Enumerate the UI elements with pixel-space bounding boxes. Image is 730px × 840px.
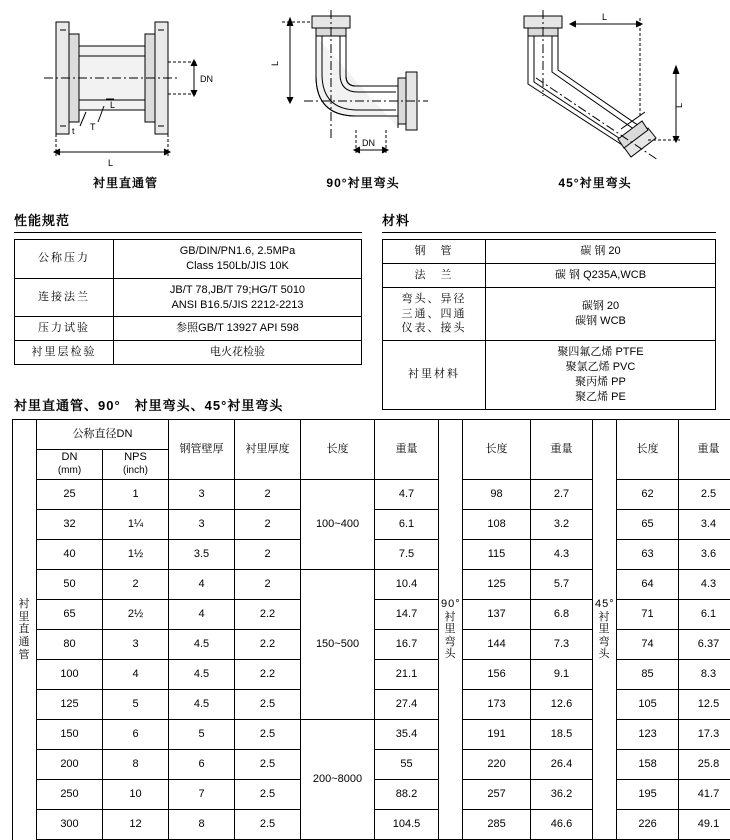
cell-t: 4.5 <box>169 690 235 720</box>
figure-caption-3: 45°衬里弯头 <box>490 174 700 191</box>
elbow90-drawing <box>268 0 458 170</box>
cell-weight-straight: 14.7 <box>375 600 439 630</box>
straight-pipe-drawing <box>18 0 233 170</box>
cell-weight-straight: 55 <box>375 750 439 780</box>
dim-label-dn2: DN <box>362 138 375 148</box>
cell-length-90: 191 <box>463 720 531 750</box>
cell-length-45: 195 <box>617 780 679 810</box>
cell-length-45: 63 <box>617 540 679 570</box>
material-value-2: 碳钢 20 碳钢 WCB <box>486 287 716 341</box>
cell-t: 3.5 <box>169 540 235 570</box>
cell-weight-45: 6.37 <box>679 630 730 660</box>
cell-T: 2.2 <box>235 600 301 630</box>
cell-length-90: 173 <box>463 690 531 720</box>
table-row <box>15 317 362 341</box>
cell-weight-90: 9.1 <box>531 660 593 690</box>
figure-straight-pipe <box>18 0 233 191</box>
cell-T: 2.5 <box>235 720 301 750</box>
cell-length-45: 64 <box>617 570 679 600</box>
dimensions-table <box>12 419 730 840</box>
table-row <box>13 720 730 750</box>
cell-t: 3 <box>169 480 235 510</box>
cell-weight-90: 2.7 <box>531 480 593 510</box>
header-lining-thickness: 衬里厚度 <box>235 420 301 480</box>
cell-weight-90: 5.7 <box>531 570 593 600</box>
figure-caption-1: 衬里直通管 <box>18 174 233 191</box>
figure-elbow-45 <box>490 0 700 191</box>
table-row <box>15 240 362 279</box>
cell-nps: 1¼ <box>103 510 169 540</box>
spec-label-1: 连接法兰 <box>15 278 114 317</box>
cell-t: 5 <box>169 720 235 750</box>
table-row <box>15 341 362 365</box>
cell-length-90: 144 <box>463 630 531 660</box>
cell-weight-90: 26.4 <box>531 750 593 780</box>
cell-nps: 2½ <box>103 600 169 630</box>
cell-weight-45: 12.5 <box>679 690 730 720</box>
cell-T: 2.5 <box>235 780 301 810</box>
cell-weight-90: 4.3 <box>531 540 593 570</box>
main-table-title: 衬里直通管、90° 衬里弯头、45°衬里弯头 <box>14 395 730 414</box>
cell-weight-straight: 27.4 <box>375 690 439 720</box>
cell-weight-straight: 7.5 <box>375 540 439 570</box>
cell-nps: 4 <box>103 660 169 690</box>
cell-t: 4 <box>169 600 235 630</box>
cell-dn: 250 <box>37 780 103 810</box>
dim-label-l-right: L <box>674 103 684 108</box>
cell-dn: 100 <box>37 660 103 690</box>
cell-T: 2 <box>235 570 301 600</box>
dim-label-l: L <box>108 158 113 168</box>
header-nps: NPS (inch) <box>103 450 169 480</box>
material-value-0: 碳 钢 20 <box>486 240 716 264</box>
material-block <box>382 210 716 410</box>
cell-dn: 65 <box>37 600 103 630</box>
cell-weight-90: 36.2 <box>531 780 593 810</box>
cell-nps: 12 <box>103 810 169 840</box>
row-group-label-elbow45: 45° 衬 里 弯 头 <box>593 420 617 840</box>
spec-value-0: GB/DIN/PN1.6, 2.5MPa Class 150Lb/JIS 10K <box>114 240 362 279</box>
header-length-straight: 长度 <box>301 420 375 480</box>
cell-length-45: 71 <box>617 600 679 630</box>
cell-length-90: 257 <box>463 780 531 810</box>
spec-title: 性能规范 <box>14 210 362 229</box>
row-group-label-straight: 衬 里 直 通 管 <box>13 420 37 840</box>
cell-length-90: 220 <box>463 750 531 780</box>
spec-label-3: 衬里层检验 <box>15 341 114 365</box>
cell-dn: 32 <box>37 510 103 540</box>
table-row <box>15 278 362 317</box>
cell-weight-45: 6.1 <box>679 600 730 630</box>
header-length-45: 长度 <box>617 420 679 480</box>
dim-label-l-vert: L <box>270 61 280 66</box>
cell-length-45: 62 <box>617 480 679 510</box>
spec-value-1: JB/T 78,JB/T 79;HG/T 5010 ANSI B16.5/JIS 2212-2213 <box>114 278 362 317</box>
cell-dn: 300 <box>37 810 103 840</box>
cell-t: 8 <box>169 810 235 840</box>
cell-T: 2 <box>235 510 301 540</box>
cell-length-90: 98 <box>463 480 531 510</box>
cell-T: 2.2 <box>235 660 301 690</box>
material-value-3: 聚四氟乙烯 PTFE 聚氯乙烯 PVC 聚丙烯 PP 聚乙烯 PE <box>486 341 716 409</box>
cell-length-straight: 150~500 <box>301 570 375 720</box>
cell-nps: 2 <box>103 570 169 600</box>
cell-weight-straight: 35.4 <box>375 720 439 750</box>
cell-length-45: 65 <box>617 510 679 540</box>
dim-label-L2: L <box>110 100 115 110</box>
cell-weight-45: 17.3 <box>679 720 730 750</box>
cell-t: 3 <box>169 510 235 540</box>
cell-t: 7 <box>169 780 235 810</box>
cell-T: 2.5 <box>235 750 301 780</box>
header-length-90: 长度 <box>463 420 531 480</box>
cell-nps: 1½ <box>103 540 169 570</box>
header-pipe-wall: 钢管壁厚 <box>169 420 235 480</box>
cell-length-90: 108 <box>463 510 531 540</box>
cell-weight-45: 8.3 <box>679 660 730 690</box>
cell-weight-straight: 88.2 <box>375 780 439 810</box>
header-weight-45: 重量 <box>679 420 730 480</box>
cell-t: 4.5 <box>169 630 235 660</box>
spec-block <box>14 210 362 365</box>
spec-table <box>14 239 362 365</box>
row-group-label-elbow90: 90° 衬 里 弯 头 <box>439 420 463 840</box>
spec-label-2: 压力试验 <box>15 317 114 341</box>
cell-weight-90: 6.8 <box>531 600 593 630</box>
cell-nps: 1 <box>103 480 169 510</box>
cell-length-90: 156 <box>463 660 531 690</box>
header-weight-90: 重量 <box>531 420 593 480</box>
cell-length-45: 105 <box>617 690 679 720</box>
cell-nps: 10 <box>103 780 169 810</box>
header-dn-group: 公称直径DN <box>37 420 169 450</box>
material-label-3: 衬里材料 <box>383 341 486 409</box>
material-rule <box>382 232 716 233</box>
cell-nps: 6 <box>103 720 169 750</box>
cell-weight-straight: 16.7 <box>375 630 439 660</box>
cell-dn: 80 <box>37 630 103 660</box>
elbow45-drawing <box>490 0 700 170</box>
cell-length-45: 74 <box>617 630 679 660</box>
cell-t: 4 <box>169 570 235 600</box>
spec-value-3: 电火花检验 <box>114 341 362 365</box>
cell-weight-45: 41.7 <box>679 780 730 810</box>
cell-nps: 5 <box>103 690 169 720</box>
cell-dn: 125 <box>37 690 103 720</box>
cell-weight-45: 25.8 <box>679 750 730 780</box>
cell-dn: 40 <box>37 540 103 570</box>
cell-T: 2.2 <box>235 630 301 660</box>
cell-dn: 200 <box>37 750 103 780</box>
table-row <box>383 287 716 341</box>
cell-T: 2 <box>235 540 301 570</box>
figure-caption-2: 90°衬里弯头 <box>268 174 458 191</box>
cell-length-90: 137 <box>463 600 531 630</box>
cell-nps: 8 <box>103 750 169 780</box>
table-row <box>13 570 730 600</box>
spec-material-row <box>0 210 730 385</box>
header-dn-mm: DN (mm) <box>37 450 103 480</box>
spec-value-2: 参照GB/T 13927 API 598 <box>114 317 362 341</box>
cell-weight-straight: 21.1 <box>375 660 439 690</box>
cell-T: 2.5 <box>235 690 301 720</box>
material-value-1: 碳 钢 Q235A,WCB <box>486 263 716 287</box>
material-label-2: 弯头、异径 三通、四通 仪表、接头 <box>383 287 486 341</box>
dim-label-t: t <box>72 126 75 136</box>
spec-rule <box>14 232 362 233</box>
cell-T: 2 <box>235 480 301 510</box>
cell-length-90: 285 <box>463 810 531 840</box>
dim-label-l-top: L <box>602 12 607 22</box>
table-row <box>383 341 716 409</box>
cell-length-90: 115 <box>463 540 531 570</box>
cell-weight-45: 3.6 <box>679 540 730 570</box>
cell-weight-straight: 6.1 <box>375 510 439 540</box>
material-label-0: 钢 管 <box>383 240 486 264</box>
cell-t: 4.5 <box>169 660 235 690</box>
dim-label-dn: DN <box>200 74 213 84</box>
cell-weight-45: 2.5 <box>679 480 730 510</box>
cell-weight-90: 3.2 <box>531 510 593 540</box>
cell-length-90: 125 <box>463 570 531 600</box>
cell-weight-45: 4.3 <box>679 570 730 600</box>
cell-t: 6 <box>169 750 235 780</box>
cell-dn: 50 <box>37 570 103 600</box>
spec-label-0: 公称压力 <box>15 240 114 279</box>
cell-nps: 3 <box>103 630 169 660</box>
cell-length-45: 226 <box>617 810 679 840</box>
cell-weight-90: 7.3 <box>531 630 593 660</box>
header-weight-straight: 重量 <box>375 420 439 480</box>
table-row <box>383 263 716 287</box>
dim-label-T: T <box>90 122 96 132</box>
cell-weight-straight: 104.5 <box>375 810 439 840</box>
cell-T: 2.5 <box>235 810 301 840</box>
cell-dn: 150 <box>37 720 103 750</box>
figure-elbow-90 <box>268 0 458 191</box>
cell-weight-straight: 10.4 <box>375 570 439 600</box>
cell-weight-45: 3.4 <box>679 510 730 540</box>
material-table <box>382 239 716 410</box>
table-row <box>13 480 730 510</box>
cell-weight-90: 46.6 <box>531 810 593 840</box>
table-row <box>383 240 716 264</box>
cell-length-45: 85 <box>617 660 679 690</box>
main-table-wrap <box>12 419 718 840</box>
cell-length-straight: 200~8000 <box>301 720 375 840</box>
material-label-1: 法 兰 <box>383 263 486 287</box>
cell-length-45: 158 <box>617 750 679 780</box>
cell-length-straight: 100~400 <box>301 480 375 570</box>
cell-length-45: 123 <box>617 720 679 750</box>
cell-weight-straight: 4.7 <box>375 480 439 510</box>
cell-weight-90: 18.5 <box>531 720 593 750</box>
material-title: 材料 <box>382 210 716 229</box>
cell-weight-45: 49.1 <box>679 810 730 840</box>
table-header-row-1 <box>13 420 730 450</box>
figures-row <box>0 0 730 210</box>
cell-weight-90: 12.6 <box>531 690 593 720</box>
cell-dn: 25 <box>37 480 103 510</box>
